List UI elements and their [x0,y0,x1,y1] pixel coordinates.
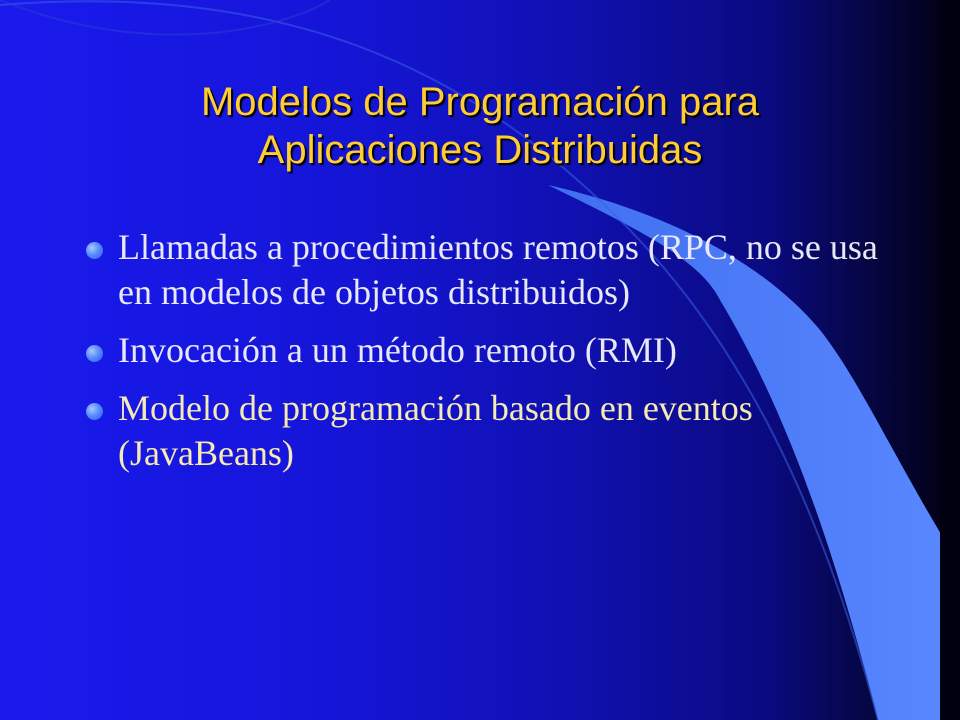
title-line-1: Modelos de Programación para [200,80,760,124]
bullet-item-rmi [84,328,884,373]
bullet-text: Invocación a un método remoto (RMI) [118,330,677,370]
bullet-text: Llamadas a procedimientos remotos (RPC, no se usa en modelos de objetos distribuidos) [118,227,878,312]
right-dark-band [940,0,960,720]
bullet-text: Modelo de programación basado en eventos (JavaBeans) [118,388,753,473]
bullet-item-rpc [84,225,884,315]
title-line-2: Aplicaciones Distribuidas [257,128,703,172]
bullet-list [84,225,884,489]
bullet-dot-icon [86,345,103,362]
slide-title [60,78,900,174]
bullet-item-events [84,386,884,476]
bullet-dot-icon [86,403,103,420]
bullet-dot-icon [86,242,103,259]
